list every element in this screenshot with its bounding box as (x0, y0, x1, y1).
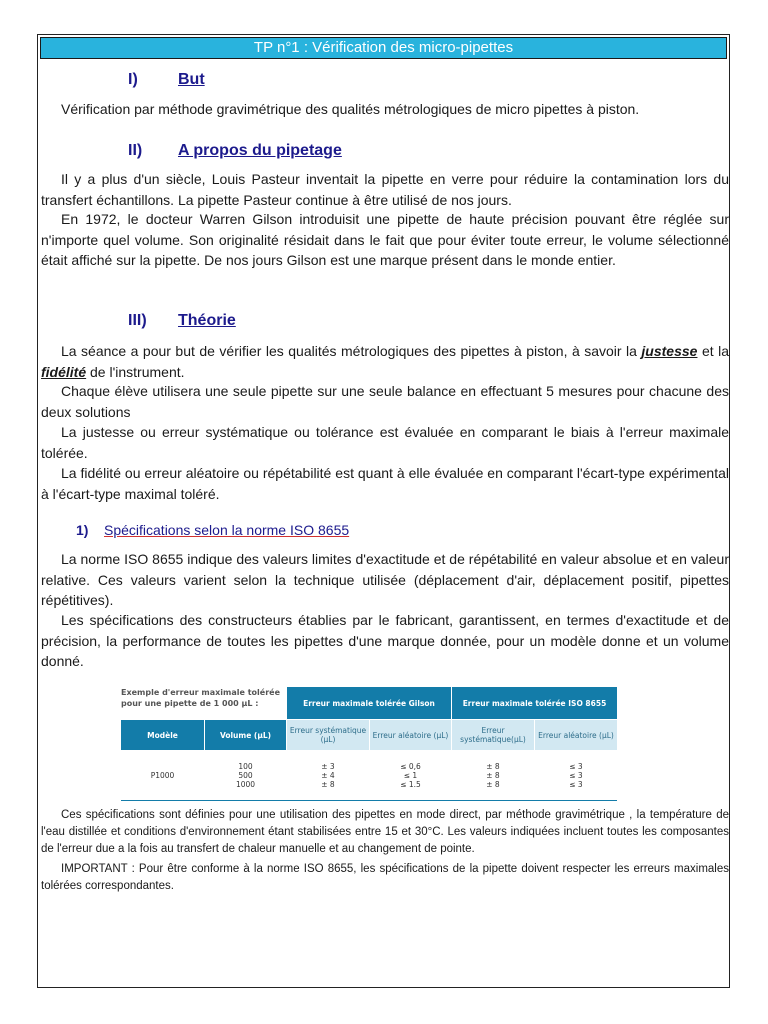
cell-sys-gilson: ± 3 ± 4 ± 8 (287, 751, 369, 799)
iso-paragraph-2: Les spécifications des constructeurs établies par le fabricant, garantissent, en termes d'exactitude et de précision, la performance de toutes les pipettes d'une marque donnée, pour un modèle donne et un volume donné. (41, 612, 729, 669)
theorie-paragraph-4: La fidélité ou erreur aléatoire ou répétabilité est quant à elle évaluée en comparant l'écart-type expérimental à l'écart-type maximal toléré. (41, 465, 729, 502)
section-heading-pipetage (128, 142, 342, 160)
subsection-title: Spécifications selon la norme ISO 8655 (104, 522, 350, 538)
text-span: de l'instrument. (86, 363, 185, 380)
text-span: et la (697, 343, 729, 359)
header-gilson: Erreur maximale tolérée Gilson (287, 687, 451, 719)
section-title: A propos du pipetage (178, 142, 342, 159)
col-ale-gilson: Erreur aléatoire (µL) (370, 720, 451, 750)
cell-volumes: 100 500 1000 (205, 751, 286, 799)
section-number: III) (128, 312, 147, 329)
col-modele: Modèle (121, 720, 204, 750)
notes-paragraph-1: Ces spécifications sont définies pour une utilisation des pipettes en mode direct, par méthode gravimétrique , la température de l'eau distillée et conditions d'environnement étant stabilisées entre 15 et 30°C. Les valeurs indiquées incluent toutes les composantes de l'erreur due a la fois au transfert de chaleur manuelle et au changement de pointe. (41, 809, 729, 855)
section-number: II) (128, 142, 143, 159)
theorie-paragraph-1 (41, 341, 729, 382)
table-bottom-rule (121, 800, 617, 801)
cell-ale-iso: ≤ 3 ≤ 3 ≤ 3 (535, 751, 617, 799)
col-volume: Volume (µL) (205, 720, 286, 750)
document-page (37, 34, 730, 988)
col-sys-gilson: Erreur systématique (µL) (287, 720, 369, 750)
cell-model: P1000 (121, 751, 204, 799)
section-heading-but (128, 71, 205, 89)
section-number: I) (128, 71, 138, 88)
cell-sys-iso: ± 8 ± 8 ± 8 (452, 751, 534, 799)
subsection-heading (76, 522, 349, 538)
table-divider (121, 750, 617, 751)
iso-paragraph-1: La norme ISO 8655 indique des valeurs limites d'exactitude et de répétabilité en valeur absolue et en valeur relative. Ces valeurs varient selon la technique utilisée (déplacement d'air, déplacement positif, pipettes répétitives). (41, 551, 729, 608)
col-sys-iso: Erreur systématique(µL) (452, 720, 534, 750)
col-ale-iso: Erreur aléatoire (µL) (535, 720, 617, 750)
section-heading-theorie (128, 312, 236, 330)
fidelite-term: fidélité (41, 363, 87, 380)
notes-paragraph-2: IMPORTANT : Pour être conforme à la norme ISO 8655, les spécifications de la pipette doivent respecter les erreurs maximales tolérées correspondantes. (41, 863, 729, 892)
cell-ale-gilson: ≤ 0,6 ≤ 1 ≤ 1.5 (370, 751, 451, 799)
header-iso: Erreur maximale tolérée ISO 8655 (452, 687, 617, 719)
section-title: Théorie (178, 312, 236, 329)
justesse-term: justesse (641, 343, 698, 359)
page-title: TP n°1 : Vérification des micro-pipettes (40, 37, 727, 59)
subsection-number: 1) (76, 522, 89, 538)
but-paragraph: Vérification par méthode gravimétrique des qualités métrologiques de micro pipettes à piston. (61, 101, 640, 117)
section-title: But (178, 71, 205, 88)
text-span: La séance a pour but de vérifier les qualités métrologiques des pipettes à piston, à savoir la (61, 343, 642, 359)
theorie-paragraph-3: La justesse ou erreur systématique ou tolérance est évaluée en comparant le biais à l'erreur maximale tolérée. (41, 424, 729, 461)
pipetage-paragraph-1: Il y a plus d'un siècle, Louis Pasteur inventait la pipette en verre pour réduire la contamination lors du transfert échantillons. La pipette Pasteur continue à être utilisé de nos jours. (41, 171, 729, 208)
pipetage-paragraph-2: En 1972, le docteur Warren Gilson introduisit une pipette de haute précision pouvant être réglée sur n'importe quel volume. Son originalité résidait dans le fait que pour éviter toute erreur, le volume sélectionné était affiché sur la pipette. De nos jours Gilson est une marque présent dans le monde entier. (41, 211, 729, 268)
theorie-paragraph-2: Chaque élève utilisera une seule pipette sur une seule balance en effectuant 5 mesures pour chacune des deux solutions (41, 383, 729, 420)
spec-table-caption: Exemple d'erreur maximale tolérée pour une pipette de 1 000 µL : (121, 688, 281, 708)
